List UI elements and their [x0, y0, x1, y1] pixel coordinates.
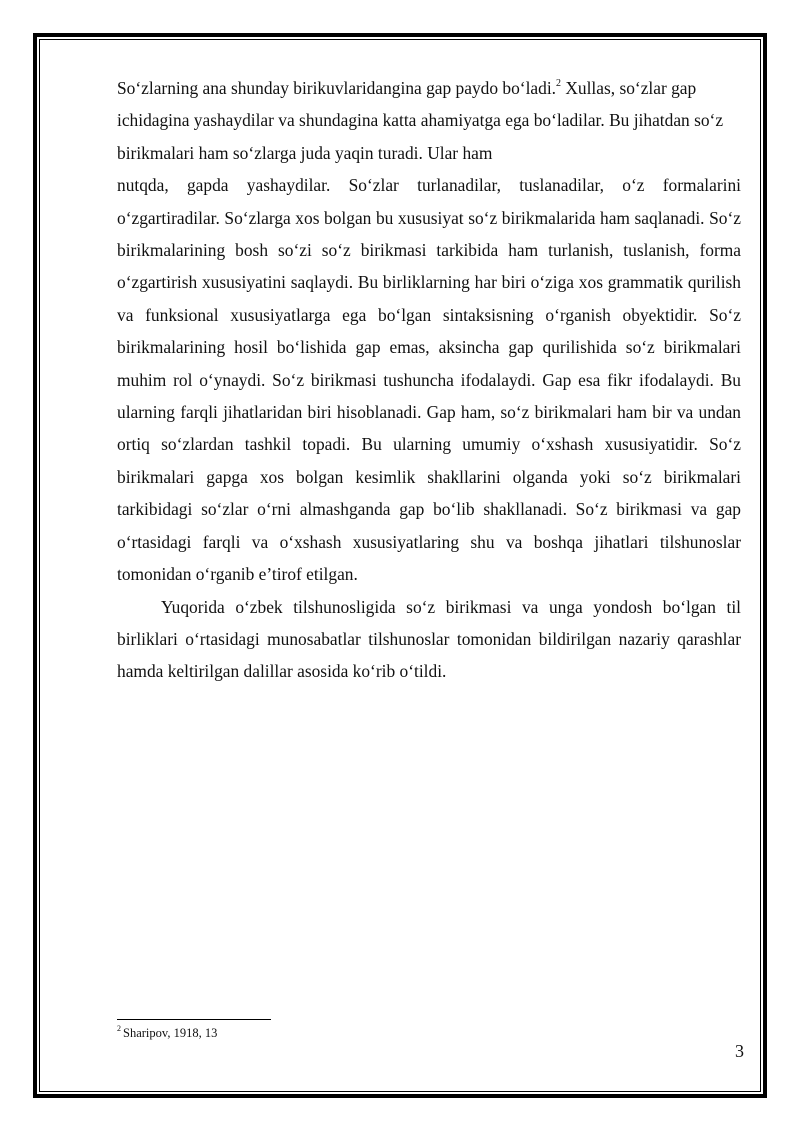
- footnote: [117, 1025, 217, 1041]
- page-number: 3: [735, 1041, 744, 1061]
- footnote-reference[interactable]: 2: [556, 78, 561, 90]
- footnote-text: Sharipov, 1918, 13: [123, 1026, 218, 1040]
- main-text: [117, 72, 741, 688]
- paragraph: nutqda, gapda yashaydilar. So‘zlar turlanadilar, tuslanadilar, o‘z formalarini o‘zgartiradilar. So‘zlarga xos bolgan bu xususiyat so‘z birikmalarida ham saqlanadi. So‘z birikmalarining bosh so‘zi so‘z birikmasi tarkibida ham turlanish, tuslanish, forma o‘zgartirish xususiyatini saqlaydi. Bu birliklarning har biri o‘ziga xos grammatik qurilish va funksional xususiyatlarga ega bo‘lgan sintaksisning o‘rganish obyektidir. So‘z birikmalarining hosil bo‘lishida gap emas, aksincha gap qurilishida so‘z birikmalari muhim rol o‘ynaydi. So‘z birikmasi tushuncha ifodalaydi. Gap esa fikr ifodalaydi. Bu ularning farqli jihatlaridan biri hisoblanadi. Gap ham, so‘z birikmalari ham bir va undan ortiq so‘zlardan tashkil topadi. Bu ularning umumiy o‘xshash xususiyatidir. So‘z birikmalari gapga xos bolgan kesimlik shakllarini olganda yoki so‘z birikmalari tarkibidagi so‘zlar o‘rni almashganda gap bo‘lib shakllanadi. So‘z birikmasi va gap o‘rtasidagi farqli va o‘xshash xususiyatlaring shu va boshqa jihatlari tilshunoslar tomonidan o‘rganib e’tirof etilgan.: [117, 175, 741, 585]
- paragraph-text: Xullas, so‘zlar gap ichidagina yashaydilar va shundagina katta ahamiyatga ega bo‘ladilar. Bu jihatdan so‘z birikmalari ham so‘zlarga juda yaqin turadi. Ular ham: [117, 78, 724, 163]
- paragraph: Yuqorida o‘zbek tilshunosligida so‘z birikmasi va unga yondosh bo‘lgan til birliklari o‘rtasidagi munosabatlar tilshunoslar tomonidan bildirilgan nazariy qarashlar hamda keltirilgan dalillar asosida ko‘rib o‘tildi.: [117, 596, 741, 682]
- footnote-separator: [117, 1019, 271, 1020]
- footnote-marker: 2: [117, 1023, 121, 1033]
- paragraph: [117, 72, 741, 169]
- paragraph-text: So‘zlarning ana shunday birikuvlaridangina gap paydo bo‘ladi.: [117, 78, 556, 98]
